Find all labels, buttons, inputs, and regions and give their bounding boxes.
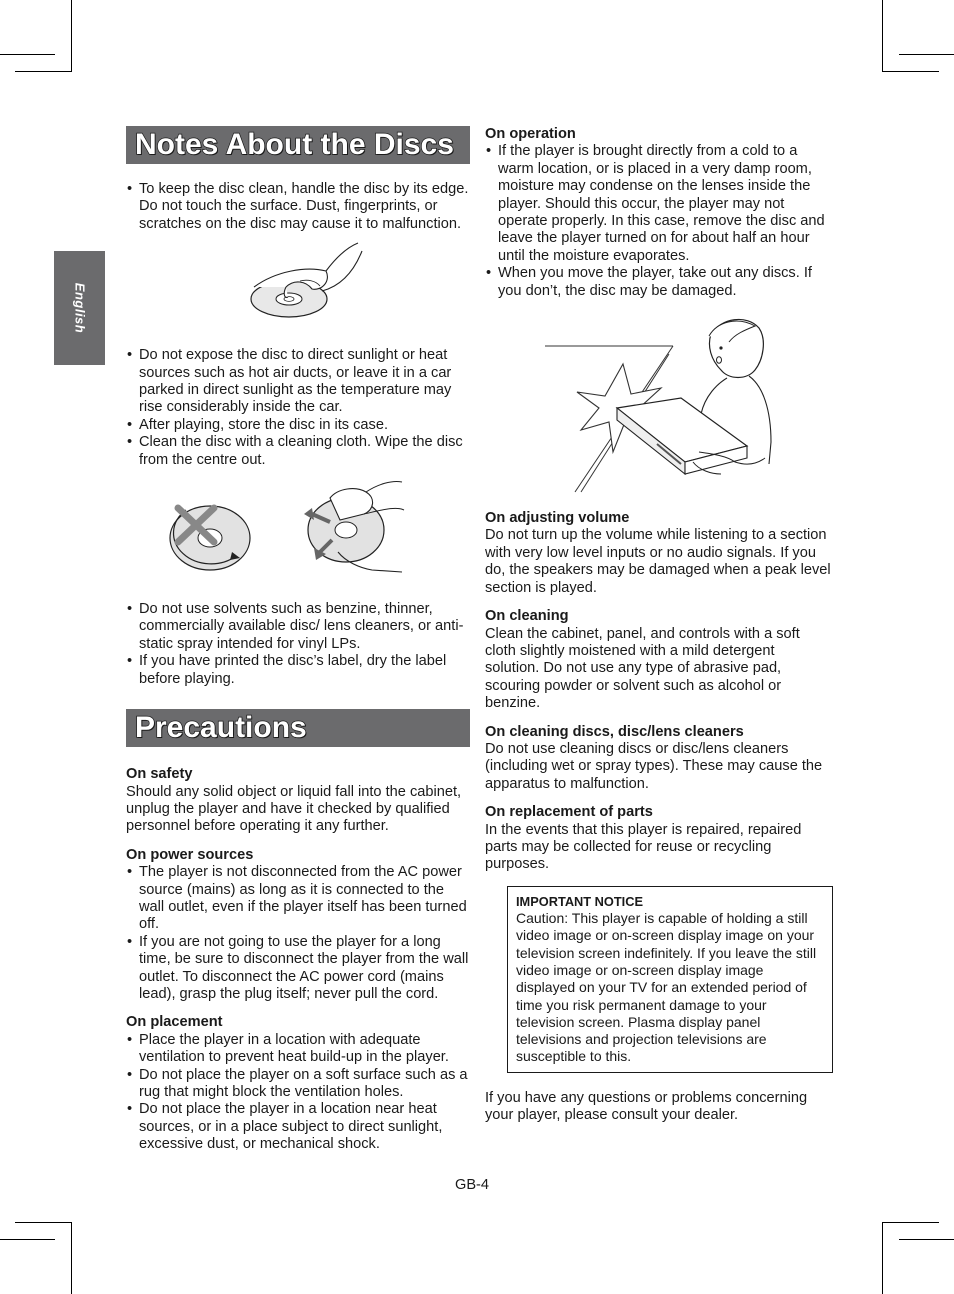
section-heading: On replacement of parts bbox=[485, 804, 653, 821]
crop-mark bbox=[899, 54, 954, 55]
crop-mark bbox=[882, 0, 883, 72]
language-tab-label: English bbox=[72, 282, 88, 334]
list-item: • If you are not going to use the player for a long time, be sure to disconnect the player from the wall outlet. To disconnect the AC power cord (mains lead), grasp the plug itself; never pull the cord. bbox=[126, 934, 470, 1004]
list-item: • When you move the player, take out any discs. If you don’t, the disc may be damaged. bbox=[485, 265, 831, 300]
section-heading: On placement bbox=[126, 1014, 223, 1031]
section-text: Should any solid object or liquid fall into the cabinet, unplug the player and have it checked by qualified personnel before operating it any further. bbox=[126, 783, 462, 835]
crop-mark bbox=[0, 1239, 55, 1240]
precautions-title-banner bbox=[126, 709, 470, 747]
section-text: Clean the cabinet, panel, and controls with a soft cloth slightly moistened with a mild detergent solution. Do not use any type of abrasive pad, scouring powder or solvent such as alcohol or benzine. bbox=[485, 625, 800, 712]
list-item: • Clean the disc with a cleaning cloth. Wipe the disc from the centre out. bbox=[126, 434, 470, 469]
notes-title-banner bbox=[126, 126, 470, 164]
section-heading: On cleaning bbox=[485, 608, 569, 625]
power-list bbox=[126, 864, 470, 1003]
page-number: GB-4 bbox=[454, 1177, 490, 1193]
crop-mark bbox=[899, 1239, 954, 1240]
disc-wiping-illustration bbox=[126, 480, 470, 580]
placement-list bbox=[126, 1032, 470, 1154]
notes-title: Notes About the Discs bbox=[135, 128, 454, 161]
list-item: • After playing, store the disc in its case. bbox=[126, 417, 470, 434]
crop-mark bbox=[71, 1222, 72, 1294]
precautions-title: Precautions bbox=[135, 711, 307, 745]
section-text: Do not turn up the volume while listening to a section with very low level inputs or no audio signals. If you do, the speakers may be damaged when a peak level section is played. bbox=[485, 527, 831, 596]
notes-list-a bbox=[126, 181, 470, 233]
section-text: In the events that this player is repaired, repaired parts may be collected for reuse or recycling purposes. bbox=[485, 821, 802, 873]
crop-mark bbox=[15, 1222, 72, 1223]
moving-player-illustration bbox=[485, 314, 831, 494]
section-text: Do not use cleaning discs or disc/lens cleaners (including wet or spray types). These may cause the apparatus to malfunction. bbox=[485, 740, 823, 792]
crop-mark bbox=[71, 0, 72, 72]
crop-mark bbox=[882, 1222, 939, 1223]
crop-mark bbox=[15, 71, 72, 72]
section-heading: On safety bbox=[126, 766, 193, 783]
section-heading: On adjusting volume bbox=[485, 510, 630, 527]
notice-text: Caution: This player is capable of holding a still video image or on-screen display image on your television screen indefinitely. If you leave the still video image or on-screen display image displayed on your TV for an extended period of time you risk permanent damage to your television screen. Plasma display panel televisions and projection televisions are susceptible to this. bbox=[516, 910, 817, 1065]
crop-mark bbox=[882, 1222, 883, 1294]
list-item: • Do not use solvents such as benzine, thinner, commercially available disc/ lens cleaners, or anti-static spray intended for vinyl LPs. bbox=[126, 601, 470, 653]
language-tab bbox=[54, 251, 105, 365]
left-column bbox=[126, 126, 470, 1154]
closing-text: If you have any questions or problems concerning your player, please consult your dealer. bbox=[485, 1089, 808, 1124]
list-item: • Do not place the player on a soft surface such as a rug that might block the ventilation holes. bbox=[126, 1067, 470, 1102]
list-item: • Place the player in a location with adequate ventilation to prevent heat build-up in the player. bbox=[126, 1032, 470, 1067]
important-notice-box bbox=[507, 886, 833, 1073]
notes-list-b bbox=[126, 347, 470, 469]
right-column bbox=[485, 126, 831, 1125]
notes-list-c bbox=[126, 601, 470, 688]
crop-mark bbox=[0, 54, 55, 55]
operation-list bbox=[485, 143, 831, 300]
list-item: • Do not expose the disc to direct sunlight or heat sources such as hot air ducts, or leave it in a car parked in direct sunlight as the temperature may rise considerably inside the car. bbox=[126, 347, 470, 417]
section-heading: On operation bbox=[485, 126, 576, 142]
list-item: • If the player is brought directly from a cold to a warm location, or is placed in a very damp room, moisture may condense on the lenses inside the player. Should this occur, the player may not operate properly. In this case, remove the disc and leave the player turned on for about half an hour until the moisture evaporates. bbox=[485, 143, 831, 265]
disc-handling-illustration bbox=[126, 241, 470, 331]
section-heading: On cleaning discs, disc/lens cleaners bbox=[485, 723, 744, 740]
list-item: • If you have printed the disc’s label, dry the label before playing. bbox=[126, 653, 470, 688]
crop-mark bbox=[882, 71, 939, 72]
list-item: • Do not place the player in a location near heat sources, or in a place subject to direct sunlight, excessive dust, or mechanical shock. bbox=[126, 1101, 470, 1153]
list-item: • To keep the disc clean, handle the disc by its edge. Do not touch the surface. Dust, fingerprints, or scratches on the disc may cause it to malfunction. bbox=[126, 181, 470, 233]
list-item: • The player is not disconnected from the AC power source (mains) as long as it is connected to the wall outlet, even if the player itself has been turned off. bbox=[126, 864, 470, 934]
notice-title: IMPORTANT NOTICE bbox=[516, 893, 644, 909]
section-heading: On power sources bbox=[126, 846, 254, 863]
